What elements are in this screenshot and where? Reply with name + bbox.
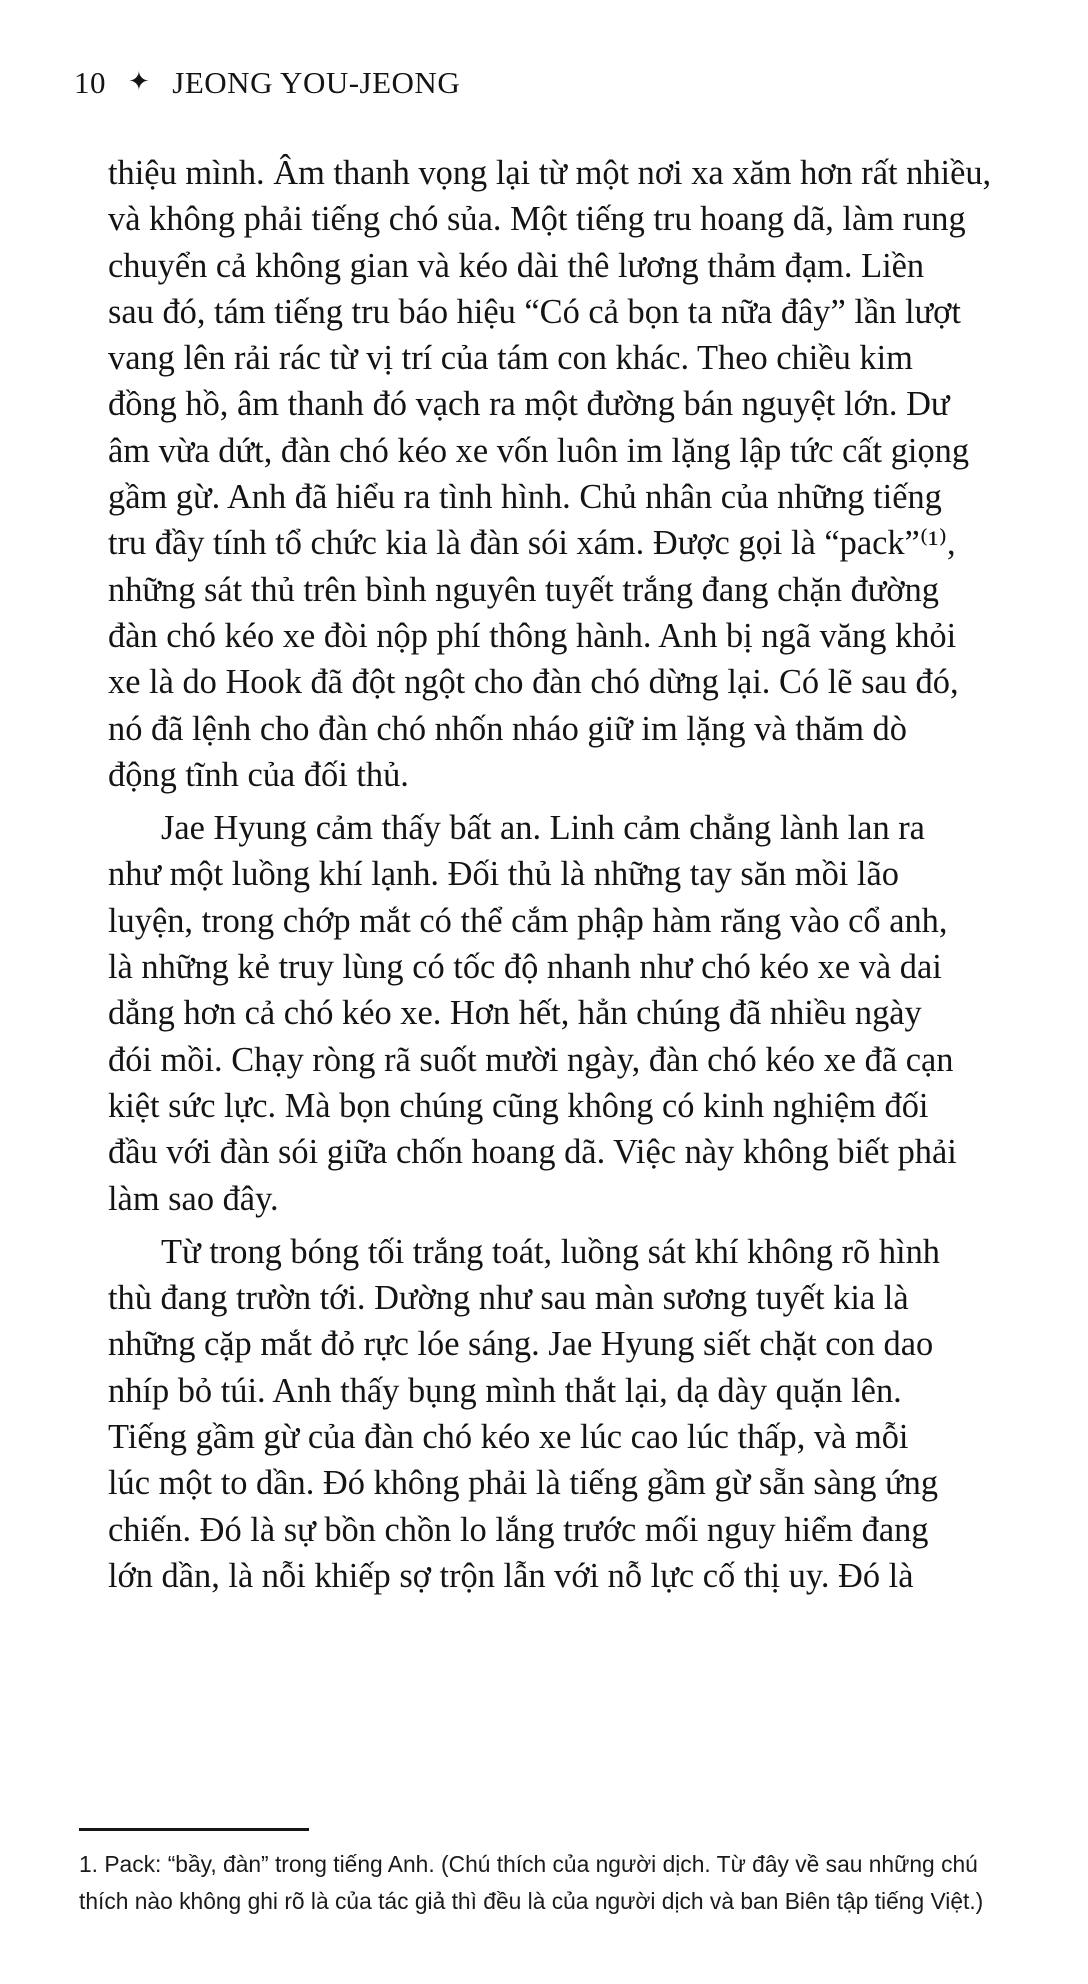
text-line: đàn chó kéo xe đòi nộp phí thông hành. Anh bị ngã văng khỏi bbox=[108, 616, 957, 655]
text-line: thù đang trườn tới. Dường như sau màn sương tuyết kia là bbox=[108, 1279, 909, 1318]
paragraph-3 bbox=[108, 1229, 1038, 1599]
text-line: lúc một to dần. Đó không phải là tiếng gầm gừ sẵn sàng ứng bbox=[108, 1464, 939, 1503]
footnote bbox=[79, 1846, 1039, 1920]
text-line: Từ trong bóng tối trắng toát, luồng sát khí không rõ hình bbox=[161, 1232, 940, 1271]
separator-star-icon: ✦ bbox=[128, 67, 151, 96]
paragraph-2 bbox=[108, 805, 1038, 1222]
body-text bbox=[108, 150, 1038, 1599]
footnote-divider bbox=[79, 1828, 309, 1831]
text-line: Tiếng gầm gừ của đàn chó kéo xe lúc cao lúc thấp, và mỗi bbox=[108, 1418, 909, 1457]
text-line: và không phải tiếng chó sủa. Một tiếng tru hoang dã, làm rung bbox=[108, 200, 966, 239]
text-line: dẳng hơn cả chó kéo xe. Hơn hết, hẳn chúng đã nhiều ngày bbox=[108, 994, 922, 1033]
text-line: luyện, trong chớp mắt có thể cắm phập hàm răng vào cổ anh, bbox=[108, 901, 948, 940]
text-line: kiệt sức lực. Mà bọn chúng cũng không có kinh nghiệm đối bbox=[108, 1086, 929, 1125]
text-line: nó đã lệnh cho đàn chó nhốn nháo giữ im lặng và thăm dò bbox=[108, 709, 907, 748]
text-line: đói mồi. Chạy ròng rã suốt mười ngày, đàn chó kéo xe đã cạn bbox=[108, 1040, 954, 1079]
text-line: nhíp bỏ túi. Anh thấy bụng mình thắt lại, dạ dày quặn lên. bbox=[108, 1371, 902, 1410]
text-line: chuyển cả không gian và kéo dài thê lương thảm đạm. Liền bbox=[108, 246, 925, 285]
text-line: gầm gừ. Anh đã hiểu ra tình hình. Chủ nhân của những tiếng bbox=[108, 478, 942, 517]
text-line: làm sao đây. bbox=[108, 1179, 279, 1218]
page-number: 10 bbox=[74, 65, 106, 100]
text-line: đồng hồ, âm thanh đó vạch ra một đường bán nguyệt lớn. Dư bbox=[108, 385, 950, 424]
text-line: xe là do Hook đã đột ngột cho đàn chó dừng lại. Có lẽ sau đó, bbox=[108, 663, 959, 702]
text-line: Jae Hyung cảm thấy bất an. Linh cảm chẳng lành lan ra bbox=[161, 809, 925, 848]
text-line: là những kẻ truy lùng có tốc độ nhanh như chó kéo xe và dai bbox=[108, 948, 942, 987]
text-line: những cặp mắt đỏ rực lóe sáng. Jae Hyung siết chặt con dao bbox=[108, 1325, 934, 1364]
text-line: những sát thủ trên bình nguyên tuyết trắng đang chặn đường bbox=[108, 570, 940, 609]
text-line: chiến. Đó là sự bồn chồn lo lắng trước mối nguy hiểm đang bbox=[108, 1510, 929, 1549]
footnote-line: thích nào không ghi rõ là của tác giả thì đều là của người dịch và ban Biên tập tiếng Việt.) bbox=[79, 1888, 984, 1914]
text-line: lớn dần, là nỗi khiếp sợ trộn lẫn với nỗ lực cố thị uy. Đó là bbox=[108, 1556, 914, 1595]
footnote-line: 1. Pack: “bầy, đàn” trong tiếng Anh. (Chú thích của người dịch. Từ đây về sau những chú bbox=[79, 1851, 978, 1877]
paragraph-1 bbox=[108, 150, 1038, 798]
text-line: vang lên rải rác từ vị trí của tám con khác. Theo chiều kim bbox=[108, 339, 913, 378]
text-line: động tĩnh của đối thủ. bbox=[108, 755, 409, 794]
text-line: âm vừa dứt, đàn chó kéo xe vốn luôn im lặng lập tức cất giọng bbox=[108, 431, 970, 470]
text-line: đầu với đàn sói giữa chốn hoang dã. Việc này không biết phải bbox=[108, 1133, 957, 1172]
text-line: tru đầy tính tổ chức kia là đàn sói xám. Được gọi là “pack”⁽¹⁾, bbox=[108, 524, 956, 563]
author-name: JEONG YOU-JEONG bbox=[172, 65, 461, 100]
text-line: thiệu mình. Âm thanh vọng lại từ một nơi xa xăm hơn rất nhiều, bbox=[108, 154, 992, 192]
text-line: như một luồng khí lạnh. Đối thủ là những tay săn mồi lão bbox=[108, 855, 899, 894]
text-line: sau đó, tám tiếng tru báo hiệu “Có cả bọn ta nữa đây” lần lượt bbox=[108, 292, 961, 331]
running-head bbox=[74, 58, 1034, 108]
